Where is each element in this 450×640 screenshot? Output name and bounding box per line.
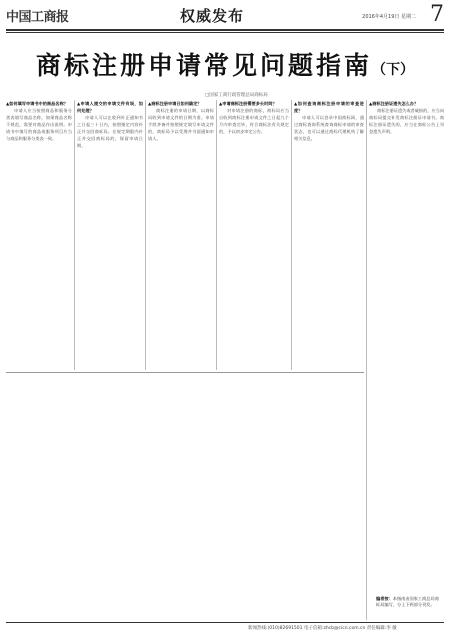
page-number: 7 xyxy=(430,2,444,27)
page-footer: 新闻热线:(010)82691501 电子信箱:zhcb@cicn.com.cn 责任编辑:李 敏 xyxy=(248,626,397,631)
text-column xyxy=(77,100,143,370)
editor-note-label: 编者按： xyxy=(376,596,393,601)
page-header xyxy=(6,4,444,28)
title-suffix: （下） xyxy=(372,62,414,78)
section-divider xyxy=(6,372,364,373)
editor-note xyxy=(376,596,442,608)
text-column xyxy=(148,100,214,370)
answer-text: 申请人可以在收到补正通知书之日起三十日内，按照指定内容补正并交回商标局。在规定期限内补正并交回商标局的，保留申请日期。 xyxy=(77,115,143,149)
footer-rule xyxy=(6,622,444,623)
column-divider xyxy=(216,100,217,370)
question-heading: ▲商标注册证遗失怎么办？ xyxy=(369,101,419,106)
text-column xyxy=(369,100,444,590)
answer-text: 申请人应当按照商品和服务分类表填写商品名称，如果商品名称不规范，需要对商品作出说明。申请书中填写的商品或服务项目应当与商品和服务分类表一致。 xyxy=(6,108,72,142)
text-column xyxy=(6,100,72,370)
section-title: 权威发布 xyxy=(180,7,245,25)
column-divider xyxy=(74,100,75,370)
title-main: 商标注册申请常见问题指南 xyxy=(35,51,372,80)
question-heading: ▲如何查询商标注册申请的审查进度？ xyxy=(294,101,364,114)
editor-note-text: 本指南由国家工商总局商标局编写，分上下两部分刊发。 xyxy=(376,596,439,607)
article-title xyxy=(0,46,450,82)
issue-date: 2016年4月19日 星期二 xyxy=(362,14,416,20)
header-rule-thin xyxy=(6,32,444,33)
masthead: 中国工商报 xyxy=(6,10,69,25)
article-byline: □国家工商行政管理总局商标局 xyxy=(205,93,268,98)
answer-text: 申请人可以登录中国商标网，通过商标查询系统查询商标申请的审查状态，也可以通过商标代理机构了解相关信息。 xyxy=(294,115,364,142)
question-heading: ▲申请人提交的申请文件有误，如何处理？ xyxy=(77,101,143,114)
header-rule xyxy=(6,29,444,31)
text-column xyxy=(219,100,289,370)
answer-text: 商标注册证遗失或者破损的，应当向商标局提交补发商标注册证申请书。商标注册证遗失的，应当在商标公告上刊登遗失声明。 xyxy=(369,108,444,135)
text-column xyxy=(294,100,364,370)
question-heading: ▲如何填写申请书中的商品名称？ xyxy=(6,101,68,106)
column-divider xyxy=(366,100,367,620)
answer-text: 对申请注册的商标，商标局应当自收到商标注册申请文件之日起九个月内审查完毕，符合商标法有关规定的，予以初步审定公告。 xyxy=(219,108,289,135)
question-heading: ▲申请商标注册需要多长时间？ xyxy=(219,101,277,106)
answer-text: 商标注册的申请日期，以商标局收到申请文件的日期为准。申请手续齐备并按照规定填写申请文件的，商标局予以受理并书面通知申请人。 xyxy=(148,108,214,142)
column-divider xyxy=(291,100,292,370)
question-heading: ▲商标注册申请日如何确定？ xyxy=(148,101,202,106)
column-divider xyxy=(145,100,146,370)
